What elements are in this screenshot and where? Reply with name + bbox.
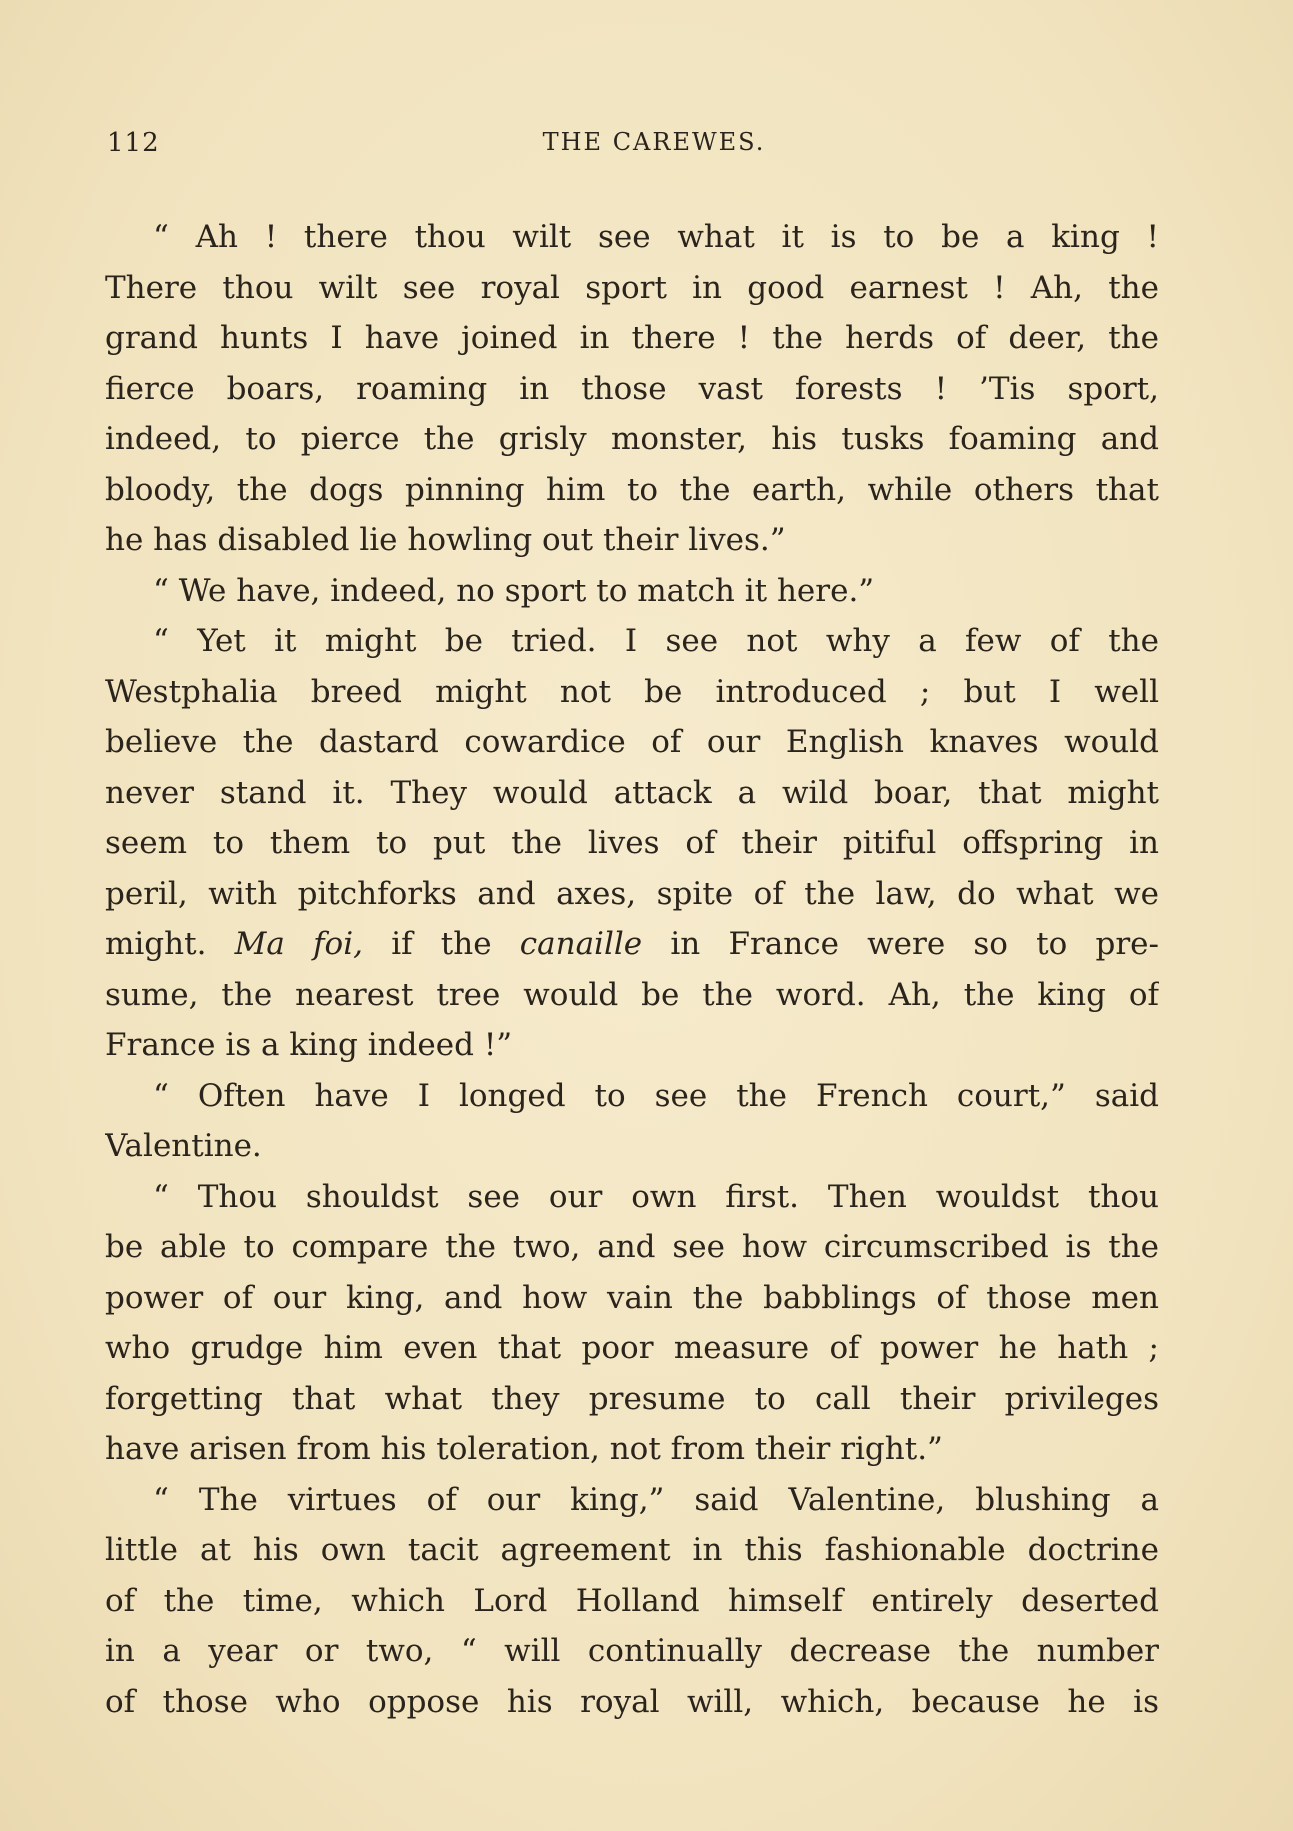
italic-phrase: Ma foi, — [234, 926, 363, 962]
text-line: Westphalia breed might not be introduced ; but I well — [105, 673, 1159, 710]
text-line: peril, with pitchforks and axes, spite of the law, do what we — [105, 875, 1159, 912]
text-line: “ The virtues of our king,” said Valentine, blushing a — [153, 1481, 1159, 1518]
text-line: “ Ah ! there thou wilt see what it is to be a king ! — [153, 219, 1159, 255]
body-text — [105, 212, 1159, 1727]
text-line: “ Yet it might be tried. I see not why a few of the — [153, 623, 1159, 659]
text-line: he has disabled lie howling out their lives.” — [105, 522, 786, 558]
text-line: “ Often have I longed to see the French court,” said — [153, 1077, 1159, 1114]
text-line: forgetting that what they presume to call their privileges — [105, 1380, 1159, 1417]
text-line: sume, the nearest tree would be the word. Ah, the king of — [105, 976, 1159, 1013]
text-line: who grudge him even that poor measure of power he hath ; — [105, 1330, 1159, 1366]
text-line: Valentine. — [105, 1128, 262, 1164]
text-line: little at his own tacit agreement in this fashionable doctrine — [105, 1532, 1159, 1568]
text-line: of those who oppose his royal will, which, because he is — [105, 1683, 1159, 1720]
text-line: never stand it. They would attack a wild boar, that might — [105, 774, 1159, 811]
text-line: power of our king, and how vain the babblings of those men — [105, 1279, 1159, 1316]
text-line: indeed, to pierce the grisly monster, his tusks foaming and — [105, 421, 1159, 457]
page-number: 112 — [107, 128, 160, 158]
text-line: of the time, which Lord Holland himself entirely deserted — [105, 1582, 1159, 1619]
text-line: in a year or two, “ will continually decrease the number — [105, 1633, 1159, 1669]
text-line: grand hunts I have joined in there ! the herds of deer, the — [105, 320, 1159, 356]
text-line: seem to them to put the lives of their pitiful offspring in — [105, 825, 1159, 861]
text-line: “ We have, indeed, no sport to match it here.” — [153, 572, 875, 609]
text-line: have arisen from his toleration, not from their right.” — [105, 1431, 943, 1467]
text-line: believe the dastard cowardice of our English knaves would — [105, 724, 1159, 760]
text-line: fierce boars, roaming in those vast forests ! ’Tis sport, — [105, 370, 1159, 407]
text-line: might. Ma foi, if the canaille in France were so to pre- — [105, 926, 1159, 962]
text-line: be able to compare the two, and see how circumscribed is the — [105, 1229, 1159, 1265]
running-head — [107, 128, 1157, 168]
italic-phrase: canaille — [519, 926, 643, 962]
text-line: There thou wilt see royal sport in good earnest ! Ah, the — [105, 269, 1159, 306]
text-line: bloody, the dogs pinning him to the earth, while others that — [105, 471, 1159, 508]
running-title: THE CAREWES. — [542, 128, 766, 156]
text-line: France is a king indeed !” — [105, 1027, 513, 1063]
text-line: “ Thou shouldst see our own first. Then wouldst thou — [153, 1178, 1159, 1215]
